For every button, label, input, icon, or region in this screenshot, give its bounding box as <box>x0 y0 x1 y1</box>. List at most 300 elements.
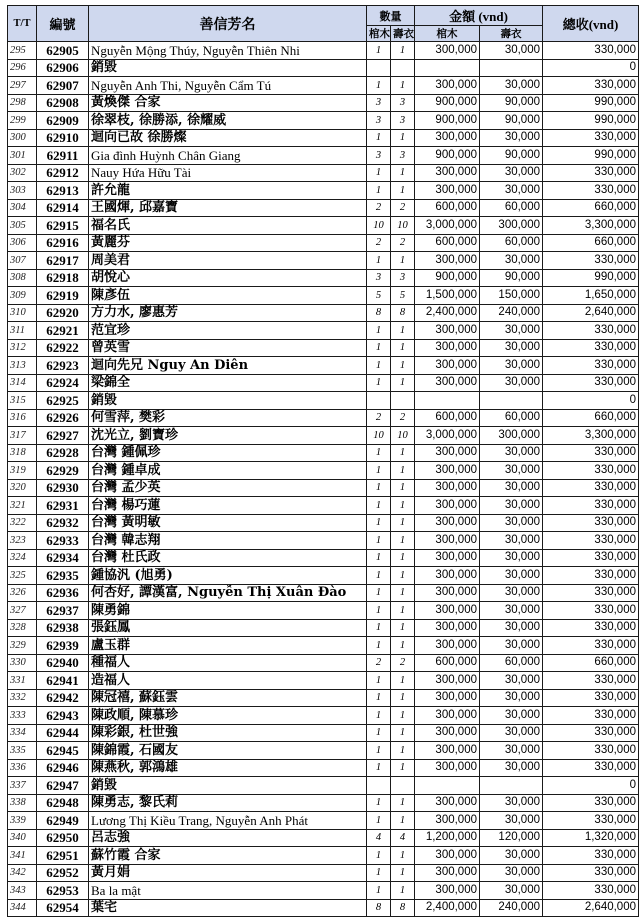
row-number: 335 <box>8 742 37 760</box>
row-number: 318 <box>8 444 37 462</box>
table-row <box>8 287 639 305</box>
entry-code: 62951 <box>37 847 89 865</box>
row-number: 328 <box>8 619 37 637</box>
total-amount: 330,000 <box>543 724 639 742</box>
amount-shroud: 30,000 <box>480 602 543 620</box>
amount-coffin: 300,000 <box>415 672 480 690</box>
quantity-shroud: 1 <box>391 584 415 602</box>
donor-name: 黃月娟 <box>89 864 367 882</box>
quantity-coffin: 1 <box>367 794 391 812</box>
total-amount: 330,000 <box>543 444 639 462</box>
donor-name: 迴向已故 徐勝燦 <box>89 129 367 147</box>
donor-name: 台灣 孟少英 <box>89 479 367 497</box>
header-tt: T/T <box>8 6 37 42</box>
table-row <box>8 94 639 112</box>
donor-name: 周美君 <box>89 252 367 270</box>
row-number: 329 <box>8 637 37 655</box>
total-amount: 330,000 <box>543 707 639 725</box>
entry-code: 62946 <box>37 759 89 777</box>
quantity-coffin: 1 <box>367 444 391 462</box>
donor-name: Gia đình Huỳnh Chân Giang <box>89 147 367 165</box>
table-row <box>8 42 639 60</box>
total-amount: 660,000 <box>543 234 639 252</box>
header-amount: 金額 (vnd) <box>415 6 543 26</box>
total-amount: 660,000 <box>543 409 639 427</box>
amount-shroud: 30,000 <box>480 619 543 637</box>
entry-code: 62907 <box>37 77 89 95</box>
amount-shroud: 30,000 <box>480 707 543 725</box>
total-amount: 330,000 <box>543 514 639 532</box>
amount-shroud: 30,000 <box>480 374 543 392</box>
entry-code: 62918 <box>37 269 89 287</box>
table-row <box>8 182 639 200</box>
amount-shroud: 90,000 <box>480 269 543 287</box>
header-donor-name: 善信芳名 <box>89 6 367 42</box>
total-amount: 330,000 <box>543 794 639 812</box>
total-amount: 990,000 <box>543 112 639 130</box>
amount-coffin: 300,000 <box>415 322 480 340</box>
entry-code: 62922 <box>37 339 89 357</box>
row-number: 299 <box>8 112 37 130</box>
quantity-coffin: 1 <box>367 689 391 707</box>
amount-coffin: 300,000 <box>415 374 480 392</box>
amount-shroud: 30,000 <box>480 689 543 707</box>
amount-coffin: 300,000 <box>415 497 480 515</box>
quantity-coffin: 10 <box>367 427 391 445</box>
quantity-coffin: 3 <box>367 269 391 287</box>
quantity-coffin: 1 <box>367 847 391 865</box>
donor-name: 台灣 鍾佩珍 <box>89 444 367 462</box>
donor-name: 呂志強 <box>89 829 367 847</box>
total-amount: 1,650,000 <box>543 287 639 305</box>
table-row <box>8 269 639 287</box>
quantity-shroud: 8 <box>391 899 415 917</box>
amount-shroud: 30,000 <box>480 42 543 60</box>
quantity-shroud: 1 <box>391 42 415 60</box>
quantity-shroud: 1 <box>391 444 415 462</box>
donor-name: Nauy Hứa Hữu Tài <box>89 164 367 182</box>
quantity-shroud: 1 <box>391 549 415 567</box>
quantity-shroud: 8 <box>391 304 415 322</box>
quantity-shroud: 1 <box>391 129 415 147</box>
amount-coffin: 300,000 <box>415 567 480 585</box>
table-row <box>8 672 639 690</box>
entry-code: 62914 <box>37 199 89 217</box>
amount-coffin: 600,000 <box>415 654 480 672</box>
amount-shroud: 30,000 <box>480 339 543 357</box>
quantity-shroud: 1 <box>391 322 415 340</box>
quantity-coffin: 5 <box>367 287 391 305</box>
entry-code: 62940 <box>37 654 89 672</box>
table-row <box>8 829 639 847</box>
donor-name: 迴向先兄 Nguy An Diên <box>89 357 367 375</box>
amount-shroud: 30,000 <box>480 742 543 760</box>
amount-shroud: 240,000 <box>480 899 543 917</box>
entry-code: 62912 <box>37 164 89 182</box>
donor-name: 蘇竹霞 合家 <box>89 847 367 865</box>
quantity-shroud: 10 <box>391 217 415 235</box>
table-row <box>8 322 639 340</box>
total-amount: 0 <box>543 59 639 77</box>
amount-coffin: 600,000 <box>415 409 480 427</box>
amount-shroud: 30,000 <box>480 637 543 655</box>
total-amount: 3,300,000 <box>543 427 639 445</box>
donor-name: 何雪萍, 樊彩 <box>89 409 367 427</box>
row-number: 317 <box>8 427 37 445</box>
amount-coffin: 300,000 <box>415 549 480 567</box>
amount-shroud: 30,000 <box>480 864 543 882</box>
donation-ledger-table <box>7 5 639 917</box>
total-amount: 330,000 <box>543 619 639 637</box>
entry-code: 62925 <box>37 392 89 410</box>
total-amount: 2,640,000 <box>543 304 639 322</box>
entry-code: 62911 <box>37 147 89 165</box>
table-row <box>8 654 639 672</box>
donor-name: 銷毀 <box>89 59 367 77</box>
amount-shroud: 60,000 <box>480 199 543 217</box>
amount-shroud: 30,000 <box>480 672 543 690</box>
row-number: 336 <box>8 759 37 777</box>
entry-code: 62954 <box>37 899 89 917</box>
row-number: 322 <box>8 514 37 532</box>
amount-shroud: 90,000 <box>480 112 543 130</box>
total-amount: 1,320,000 <box>543 829 639 847</box>
quantity-shroud: 5 <box>391 287 415 305</box>
row-number: 319 <box>8 462 37 480</box>
amount-coffin: 300,000 <box>415 882 480 900</box>
amount-coffin: 900,000 <box>415 269 480 287</box>
amount-shroud: 30,000 <box>480 724 543 742</box>
entry-code: 62942 <box>37 689 89 707</box>
donor-name: 盧玉群 <box>89 637 367 655</box>
amount-shroud: 30,000 <box>480 882 543 900</box>
table-row <box>8 304 639 322</box>
donor-name: 陳彥伍 <box>89 287 367 305</box>
donor-name: 陳勇志, 黎氏莉 <box>89 794 367 812</box>
row-number: 325 <box>8 567 37 585</box>
quantity-shroud: 1 <box>391 602 415 620</box>
row-number: 340 <box>8 829 37 847</box>
donor-name: 種福人 <box>89 654 367 672</box>
entry-code: 62935 <box>37 567 89 585</box>
amount-shroud: 240,000 <box>480 304 543 322</box>
donor-name: 許允龍 <box>89 182 367 200</box>
total-amount: 330,000 <box>543 374 639 392</box>
table-row <box>8 794 639 812</box>
entry-code: 62931 <box>37 497 89 515</box>
donor-name: 陳燕秋, 郭鴻雄 <box>89 759 367 777</box>
quantity-shroud: 10 <box>391 427 415 445</box>
quantity-coffin: 1 <box>367 672 391 690</box>
donor-name: 陳勇錦 <box>89 602 367 620</box>
table-row <box>8 147 639 165</box>
amount-coffin: 1,500,000 <box>415 287 480 305</box>
quantity-shroud: 1 <box>391 462 415 480</box>
table-row <box>8 689 639 707</box>
donor-name: 曾英雪 <box>89 339 367 357</box>
entry-code: 62932 <box>37 514 89 532</box>
amount-coffin: 3,000,000 <box>415 217 480 235</box>
row-number: 344 <box>8 899 37 917</box>
donor-name: 台灣 杜氏政 <box>89 549 367 567</box>
quantity-coffin: 1 <box>367 339 391 357</box>
quantity-shroud: 3 <box>391 112 415 130</box>
amount-coffin: 300,000 <box>415 129 480 147</box>
amount-coffin: 300,000 <box>415 602 480 620</box>
entry-code: 62923 <box>37 357 89 375</box>
donor-name: 胡悅心 <box>89 269 367 287</box>
header-code: 編號 <box>37 6 89 42</box>
quantity-coffin: 2 <box>367 199 391 217</box>
amount-coffin: 3,000,000 <box>415 427 480 445</box>
entry-code: 62937 <box>37 602 89 620</box>
quantity-coffin: 1 <box>367 864 391 882</box>
row-number: 308 <box>8 269 37 287</box>
quantity-coffin: 1 <box>367 374 391 392</box>
row-number: 306 <box>8 234 37 252</box>
amount-coffin: 300,000 <box>415 689 480 707</box>
entry-code: 62913 <box>37 182 89 200</box>
table-row <box>8 164 639 182</box>
quantity-coffin: 2 <box>367 234 391 252</box>
row-number: 321 <box>8 497 37 515</box>
entry-code: 62941 <box>37 672 89 690</box>
quantity-shroud: 2 <box>391 234 415 252</box>
quantity-coffin: 3 <box>367 94 391 112</box>
quantity-coffin: 4 <box>367 829 391 847</box>
entry-code: 62929 <box>37 462 89 480</box>
table-row <box>8 532 639 550</box>
entry-code: 62930 <box>37 479 89 497</box>
donor-name: Nguyễn Anh Thi, Nguyễn Cẩm Tú <box>89 77 367 95</box>
total-amount: 660,000 <box>543 654 639 672</box>
table-row <box>8 549 639 567</box>
table-row <box>8 584 639 602</box>
row-number: 302 <box>8 164 37 182</box>
row-number: 300 <box>8 129 37 147</box>
quantity-coffin: 1 <box>367 479 391 497</box>
amount-coffin: 300,000 <box>415 847 480 865</box>
row-number: 296 <box>8 59 37 77</box>
entry-code: 62917 <box>37 252 89 270</box>
table-row <box>8 444 639 462</box>
amount-shroud: 30,000 <box>480 479 543 497</box>
amount-shroud: 60,000 <box>480 654 543 672</box>
row-number: 324 <box>8 549 37 567</box>
entry-code: 62952 <box>37 864 89 882</box>
quantity-shroud: 1 <box>391 374 415 392</box>
entry-code: 62949 <box>37 812 89 830</box>
amount-coffin: 300,000 <box>415 637 480 655</box>
table-row <box>8 882 639 900</box>
quantity-coffin: 1 <box>367 882 391 900</box>
table-row <box>8 724 639 742</box>
amount-coffin: 300,000 <box>415 759 480 777</box>
quantity-coffin: 1 <box>367 567 391 585</box>
row-number: 323 <box>8 532 37 550</box>
table-row <box>8 514 639 532</box>
entry-code: 62936 <box>37 584 89 602</box>
amount-shroud: 30,000 <box>480 164 543 182</box>
amount-shroud: 30,000 <box>480 252 543 270</box>
header-quantity: 數量 <box>367 6 415 26</box>
entry-code: 62938 <box>37 619 89 637</box>
total-amount: 990,000 <box>543 147 639 165</box>
quantity-shroud: 1 <box>391 794 415 812</box>
donor-name: 黃煥傑 合家 <box>89 94 367 112</box>
quantity-coffin: 1 <box>367 549 391 567</box>
row-number: 326 <box>8 584 37 602</box>
amount-shroud <box>480 777 543 795</box>
row-number: 313 <box>8 357 37 375</box>
table-row <box>8 427 639 445</box>
entry-code: 62953 <box>37 882 89 900</box>
row-number: 307 <box>8 252 37 270</box>
table-row <box>8 567 639 585</box>
donor-name: 葉宅 <box>89 899 367 917</box>
table-row <box>8 234 639 252</box>
donor-name: 何杏好, 譚漢富, Nguyễn Thị Xuân Đào <box>89 584 367 602</box>
amount-shroud: 30,000 <box>480 77 543 95</box>
amount-coffin: 300,000 <box>415 794 480 812</box>
amount-coffin <box>415 59 480 77</box>
quantity-coffin: 1 <box>367 637 391 655</box>
entry-code: 62947 <box>37 777 89 795</box>
quantity-shroud: 2 <box>391 654 415 672</box>
amount-coffin <box>415 777 480 795</box>
amount-shroud: 30,000 <box>480 129 543 147</box>
amount-coffin: 300,000 <box>415 584 480 602</box>
subheader-qty-coffin: 棺木 <box>367 26 391 42</box>
amount-shroud: 30,000 <box>480 357 543 375</box>
amount-coffin: 300,000 <box>415 252 480 270</box>
quantity-coffin: 1 <box>367 724 391 742</box>
quantity-shroud: 1 <box>391 532 415 550</box>
amount-coffin: 2,400,000 <box>415 899 480 917</box>
table-row <box>8 59 639 77</box>
quantity-shroud: 1 <box>391 689 415 707</box>
donor-name: 沈光立, 劉寶珍 <box>89 427 367 445</box>
table-row <box>8 742 639 760</box>
total-amount: 0 <box>543 392 639 410</box>
donor-name: 張鈺鳳 <box>89 619 367 637</box>
total-amount: 2,640,000 <box>543 899 639 917</box>
total-amount: 330,000 <box>543 322 639 340</box>
amount-coffin: 300,000 <box>415 479 480 497</box>
quantity-coffin: 3 <box>367 147 391 165</box>
quantity-coffin: 1 <box>367 619 391 637</box>
table-row <box>8 374 639 392</box>
total-amount: 330,000 <box>543 567 639 585</box>
amount-shroud: 30,000 <box>480 514 543 532</box>
quantity-shroud: 1 <box>391 357 415 375</box>
row-number: 332 <box>8 689 37 707</box>
amount-shroud: 60,000 <box>480 409 543 427</box>
table-row <box>8 812 639 830</box>
total-amount: 330,000 <box>543 847 639 865</box>
amount-coffin <box>415 392 480 410</box>
amount-shroud: 30,000 <box>480 532 543 550</box>
amount-shroud: 60,000 <box>480 234 543 252</box>
entry-code: 62915 <box>37 217 89 235</box>
entry-code: 62905 <box>37 42 89 60</box>
quantity-coffin: 1 <box>367 707 391 725</box>
total-amount: 330,000 <box>543 497 639 515</box>
table-row <box>8 777 639 795</box>
amount-shroud <box>480 392 543 410</box>
entry-code: 62909 <box>37 112 89 130</box>
quantity-shroud: 1 <box>391 567 415 585</box>
quantity-shroud: 1 <box>391 479 415 497</box>
amount-coffin: 300,000 <box>415 444 480 462</box>
quantity-coffin: 1 <box>367 584 391 602</box>
amount-shroud: 30,000 <box>480 497 543 515</box>
amount-shroud <box>480 59 543 77</box>
quantity-coffin: 1 <box>367 812 391 830</box>
amount-shroud: 30,000 <box>480 549 543 567</box>
entry-code: 62908 <box>37 94 89 112</box>
total-amount: 330,000 <box>543 462 639 480</box>
amount-coffin: 300,000 <box>415 42 480 60</box>
amount-coffin: 300,000 <box>415 77 480 95</box>
total-amount: 330,000 <box>543 882 639 900</box>
quantity-coffin: 2 <box>367 409 391 427</box>
ledger-body <box>8 42 639 917</box>
row-number: 343 <box>8 882 37 900</box>
donor-name: 銷毀 <box>89 777 367 795</box>
amount-coffin: 300,000 <box>415 532 480 550</box>
quantity-coffin: 1 <box>367 129 391 147</box>
amount-coffin: 300,000 <box>415 742 480 760</box>
quantity-coffin: 10 <box>367 217 391 235</box>
quantity-coffin <box>367 392 391 410</box>
quantity-coffin: 1 <box>367 357 391 375</box>
total-amount: 330,000 <box>543 252 639 270</box>
quantity-shroud: 1 <box>391 672 415 690</box>
amount-coffin: 600,000 <box>415 234 480 252</box>
row-number: 301 <box>8 147 37 165</box>
quantity-shroud: 1 <box>391 182 415 200</box>
total-amount: 330,000 <box>543 339 639 357</box>
entry-code: 62916 <box>37 234 89 252</box>
table-row <box>8 77 639 95</box>
row-number: 339 <box>8 812 37 830</box>
quantity-shroud: 1 <box>391 759 415 777</box>
quantity-shroud <box>391 777 415 795</box>
entry-code: 62945 <box>37 742 89 760</box>
quantity-coffin: 1 <box>367 322 391 340</box>
amount-coffin: 300,000 <box>415 182 480 200</box>
header-total: 總收(vnd) <box>543 6 639 42</box>
row-number: 295 <box>8 42 37 60</box>
donor-name: 台灣 韓志翔 <box>89 532 367 550</box>
quantity-shroud: 1 <box>391 164 415 182</box>
amount-shroud: 120,000 <box>480 829 543 847</box>
amount-shroud: 30,000 <box>480 444 543 462</box>
quantity-shroud: 1 <box>391 497 415 515</box>
entry-code: 62919 <box>37 287 89 305</box>
total-amount: 330,000 <box>543 602 639 620</box>
quantity-shroud: 2 <box>391 409 415 427</box>
subheader-amount-coffin: 棺木 <box>415 26 480 42</box>
donor-name: 福名氏 <box>89 217 367 235</box>
table-row <box>8 847 639 865</box>
subheader-qty-shroud: 壽衣 <box>391 26 415 42</box>
amount-shroud: 30,000 <box>480 584 543 602</box>
entry-code: 62948 <box>37 794 89 812</box>
row-number: 298 <box>8 94 37 112</box>
table-row <box>8 199 639 217</box>
